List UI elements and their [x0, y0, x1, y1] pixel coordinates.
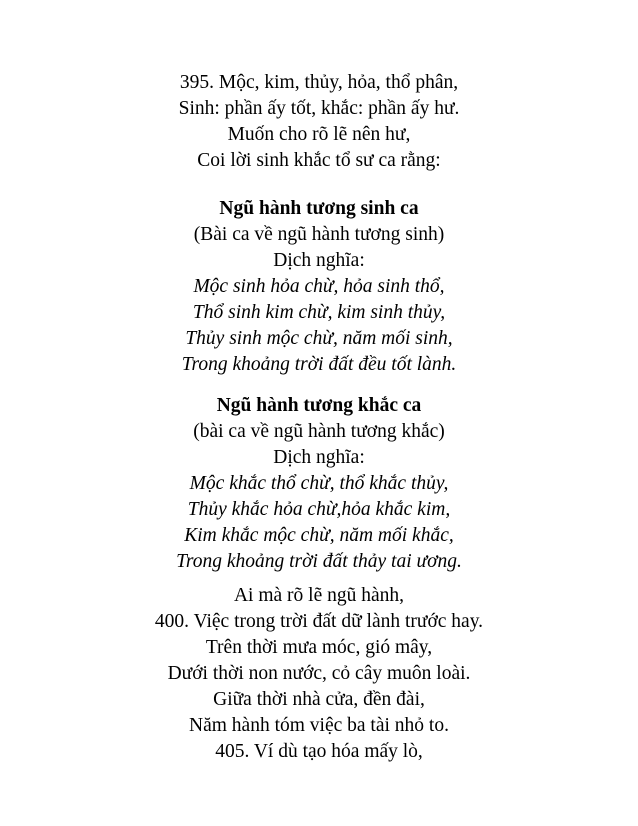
verse-line: 395. Mộc, kim, thủy, hỏa, thổ phân,	[179, 72, 459, 93]
section-subtitle-khac: (bài ca về ngũ hành tương khắc)	[193, 421, 445, 442]
section-subtitle-sinh: (Bài ca về ngũ hành tương sinh)	[193, 224, 445, 245]
section-title-sinh: Ngũ hành tương sinh ca	[219, 198, 419, 219]
verse-line: Ai mà rõ lẽ ngũ hành,	[233, 585, 405, 606]
translated-verse-line: Thổ sinh kim chừ, kim sinh thủy,	[192, 302, 446, 323]
verse-line: Muốn cho rõ lẽ nên hư,	[227, 124, 411, 145]
translated-verse-line: Trong khoảng trời đất thảy tai ương.	[176, 551, 462, 572]
verse-line: 400. Việc trong trời đất dữ lành trước hay.	[154, 611, 484, 632]
translated-verse-line: Mộc khắc thổ chừ, thổ khắc thủy,	[189, 473, 449, 494]
translated-verse-line: Kim khắc mộc chừ, năm mối khắc,	[184, 525, 454, 546]
verse-line: Dưới thời non nước, cỏ cây muôn loài.	[167, 663, 471, 684]
verse-line: 405. Ví dù tạo hóa mấy lò,	[215, 741, 423, 762]
translated-verse-line: Trong khoảng trời đất đều tốt lành.	[181, 354, 457, 375]
verse-line: Giữa thời nhà cửa, đền đài,	[213, 689, 425, 710]
verse-line: Sinh: phần ấy tốt, khắc: phần ấy hư.	[178, 98, 460, 119]
translation-label-sinh: Dịch nghĩa:	[273, 250, 365, 271]
translation-label-khac: Dịch nghĩa:	[273, 447, 365, 468]
verse-line: Năm hành tóm việc ba tài nhỏ to.	[189, 715, 449, 736]
translated-verse-line: Mộc sinh hỏa chừ, hỏa sinh thổ,	[193, 276, 445, 297]
verse-line: Trên thời mưa móc, gió mây,	[205, 637, 433, 658]
verse-line: Coi lời sinh khắc tổ sư ca rằng:	[197, 150, 441, 171]
translated-verse-line: Thủy sinh mộc chừ, năm mối sinh,	[185, 328, 453, 349]
section-title-khac: Ngũ hành tương khắc ca	[216, 395, 422, 416]
translated-verse-line: Thủy khắc hỏa chừ,hỏa khắc kim,	[187, 499, 451, 520]
